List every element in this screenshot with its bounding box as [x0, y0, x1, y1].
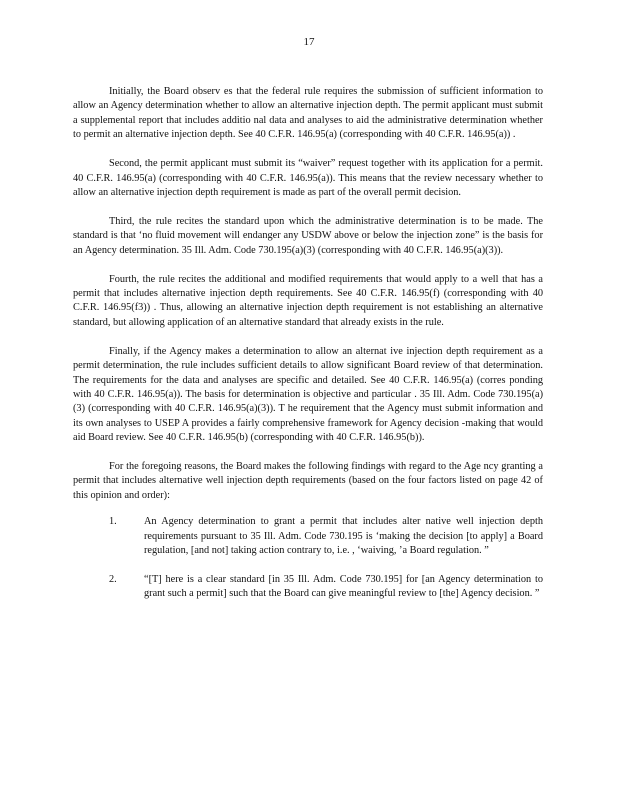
finding-number: 2. [109, 573, 117, 585]
finding-item [73, 573, 543, 602]
paragraph-finally: Finally, if the Agency makes a determination to allow an alternat ive injection depth requirement as a permit determination, the rule includes sufficient details to allow significant Board review of that determination. The requirements for the data and analyses are specific and detailed. See 40 C.F.R. 146.95(a) (corres ponding with 40 C.F.R. 146.95(a)). The basis for determination is objective and particular . 35 Ill. Adm. Code 730.195(a)(3) (corresponding with 40 C.F.R. 146.95(a)(3)). T he requirement that the Agency must submit information and its own analyses to USEP A provides a fairly comprehensive framework for Agency decision -making that would aid Board review. See 40 C.F.R. 146.95(b) (corresponding with 40 C.F.R. 146.95(b)). [73, 345, 543, 444]
finding-number: 1. [109, 516, 117, 528]
body-text [73, 85, 543, 616]
paragraph-foregoing-reasons: For the foregoing reasons, the Board makes the following findings with regard to the Age ncy granting a permit that includes alternative well injection depth requirements (based on the four factors listed on page 42 of this opinion and order): [73, 461, 543, 501]
paragraph-third: Third, the rule recites the standard upon which the administrative determination is to be made. The standard is that ‘no fluid movement will endanger any USDW above or below the injection zone” is the basis for an Agency determination. 35 Ill. Adm. Code 730.195(a)(3) (corresponding with 40 C.F.R. 146.95(a)(3)). [73, 215, 543, 256]
paragraph-fourth: Fourth, the rule recites the additional and modified requirements that would apply to a well that has a permit that includes alternative injection depth requirements. See 40 C.F.R. 146.95(f) (corresponding with 40 C.F.R. 146.95(f3)) . Thus, allowing an alternative injection depth requirement is not establishing an alternative standard, but allowing application of an alternative standard that already exists in the rule. [73, 273, 543, 328]
finding-item [73, 515, 543, 558]
paragraph-initially: Initially, the Board observ es that the federal rule requires the submission of sufficient information to allow an Agency determination whether to allow an alternative injection depth. The permit applicant must submit a supplemental report that includes additio nal data and analyses to aid the administrative determination whether to permit an alternative injection depth. See 40 C.F.R. 146.95(a) (corresponding with 40 C.F.R. 146.95(a)) . [73, 86, 543, 141]
page-number: 17 [303, 36, 315, 48]
paragraph-second: Second, the permit applicant must submit its “waiver” request together with its application for a permit. 40 C.F.R. 146.95(a) (corresponding with 40 C.F.R. 146.95(a)). This means that the review necessary whether to allow an alternative injection depth requirement is made as part of the overall permit decision. [73, 158, 543, 198]
findings-list [73, 515, 543, 602]
finding-text: An Agency determination to grant a permit that includes alter native well injection depth requirements pursuant to 35 Ill. Adm. Code 730.195 is ‘making the decision [to apply] a Board regulation, [and not] taking action contrary to, i.e. , ‘waiving, ’a Board regulation. ” [144, 516, 543, 557]
finding-text: “[T] here is a clear standard [in 35 Ill. Adm. Code 730.195] for [an Agency determination to grant such a permit] such that the Board can give meaningful review to [the] Agency decision. ” [144, 573, 543, 600]
